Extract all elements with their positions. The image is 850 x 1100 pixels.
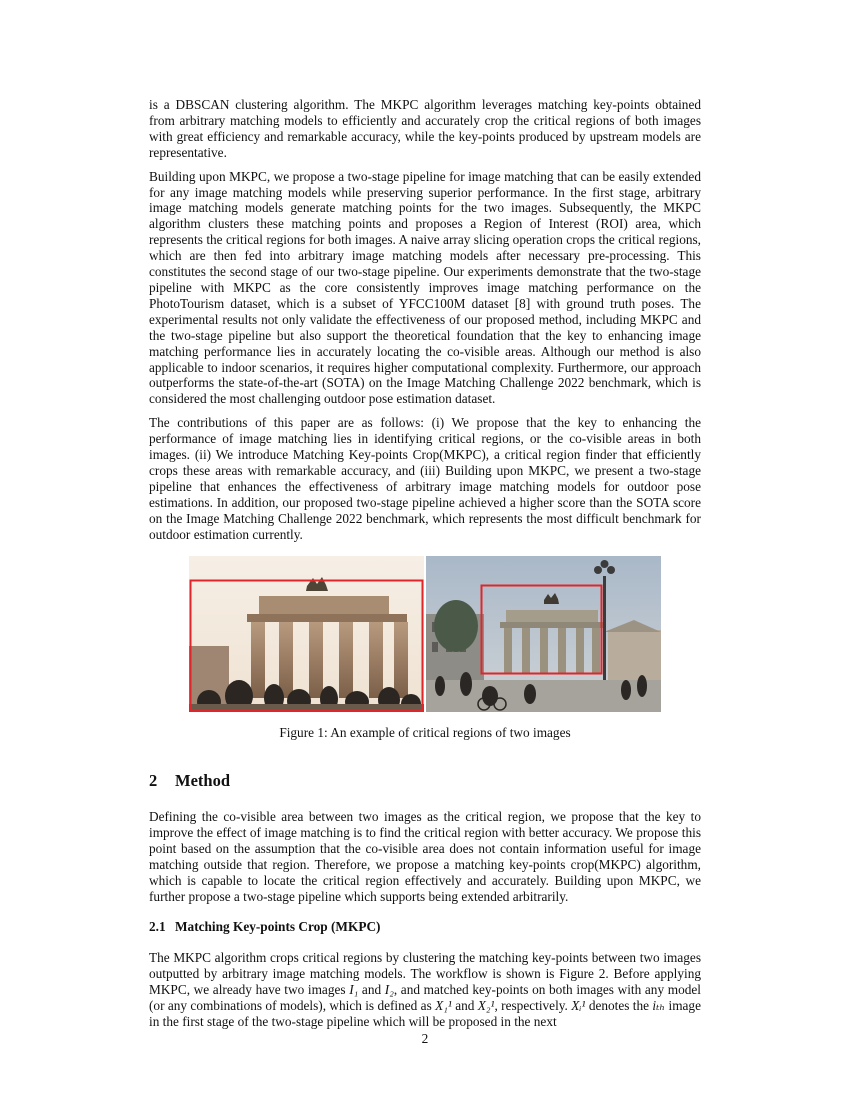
subsection-title: Matching Key-points Crop (MKPC) bbox=[175, 918, 381, 934]
paper-page bbox=[149, 97, 701, 1037]
figure-image-right bbox=[426, 556, 661, 712]
contributions-paragraph: The contributions of this paper are as follows: (i) We propose that the key to enhancing the performance of image matching lies in identifying critical regions, or the co-visible areas in both images. (ii) We introduce Matching Key-points Crop(MKPC), a critical region finder that efficiently crops these areas with remarkable accuracy, and (iii) Building upon MKPC, we present a two-stage pipeline that enhances the effectiveness of arbitrary image matching models for outdoor pose estimations. In addition, our proposed two-stage pipeline achieved a higher score than the SOTA score on the Image Matching Challenge 2022 benchmark, which represents the most difficult benchmark for outdoor estimation currently. bbox=[149, 415, 701, 542]
subsection-heading bbox=[149, 919, 701, 935]
math-ith: iₜₕ bbox=[652, 997, 666, 1013]
math-Xi1: Xᵢ¹ bbox=[571, 997, 586, 1013]
section-heading bbox=[149, 771, 701, 791]
section-number: 2 bbox=[149, 771, 158, 791]
figure-caption: Figure 1: An example of critical regions of two images bbox=[279, 725, 571, 741]
figure-image-left bbox=[189, 556, 424, 712]
page-number: 2 bbox=[421, 1031, 429, 1046]
mkpc-paragraph: The MKPC algorithm crops critical regions by clustering the matching key-points between two images outputted by arbitrary image matching models. The workflow is shown is Figure 2. Before applying MKPC, we already have two images I₁ and I₂, and matched key-points on both images with any model (or any combinations of models), which is defined as X₁¹ and X₂¹, respectively. Xᵢ¹ denotes the iₜₕ image in the first stage of the two-stage pipeline which will be proposed in the next bbox=[149, 949, 701, 1029]
intro-paragraph-2: Building upon MKPC, we propose a two-stage pipeline for image matching that can be easily extended for any image matching models while preserving superior performance. In the first stage, arbitrary image matching models generate matching points for the two images. Subsequently, the MKPC algorithm clusters these matching points and proposes a Region of Interest (ROI) area, which represents the critical regions for both images. A naive array slicing operation crops the critical regions, which are then fed into arbitrary image matching models after necessary pre-processing. This constitutes the second stage of our two-stage pipeline. Our experiments demonstrate that the two-stage pipeline with MKPC as the core consistently improves image matching performance on the PhotoTourism dataset, which is a subset of YFCC100M dataset [8] with ground truth poses. The experimental results not only validate the effectiveness of our proposed method, including MKPC and the two-stage pipeline but also support the theoretical foundation that the key to enhancing image matching performance lies in accurately locating the co-visible areas. Although our method is also applicable to indoor scenarios, it requires higher computational complexity. Furthermore, our approach outperforms the state-of-the-art (SOTA) on the Image Matching Challenge 2022 benchmark, which is considered the most challenging outdoor pose estimation dataset. bbox=[149, 168, 701, 407]
subsection-number: 2.1 bbox=[149, 918, 166, 934]
method-paragraph: Defining the co-visible area between two images as the critical region, we propose that the key to improve the effect of image matching is to find the critical region with better accuracy. We propose this point based on the assumption that the co-visible area does not contain information useful for image matching outside that region. Therefore, we propose a matching key-points crop(MKPC) algorithm, which is capable to locate the critical region effectively and accurately. Building upon MKPC, we further propose a two-stage pipeline which supports being extended arbitrarily. bbox=[149, 809, 701, 904]
section-title: Method bbox=[175, 771, 230, 791]
math-I2: I₂ bbox=[384, 981, 394, 997]
math-X11: X₁¹ bbox=[435, 997, 452, 1013]
math-I1: I₁ bbox=[349, 981, 359, 997]
intro-paragraph-1: is a DBSCAN clustering algorithm. The MKPC algorithm leverages matching key-points obtained from arbitrary matching models to efficiently and accurately crop the critical regions of both images with great efficiency and remarkable accuracy, while the key-points produced by upstream models are representative. bbox=[149, 97, 701, 160]
math-X21: X₂¹ bbox=[477, 997, 495, 1013]
figure-1 bbox=[149, 556, 701, 741]
